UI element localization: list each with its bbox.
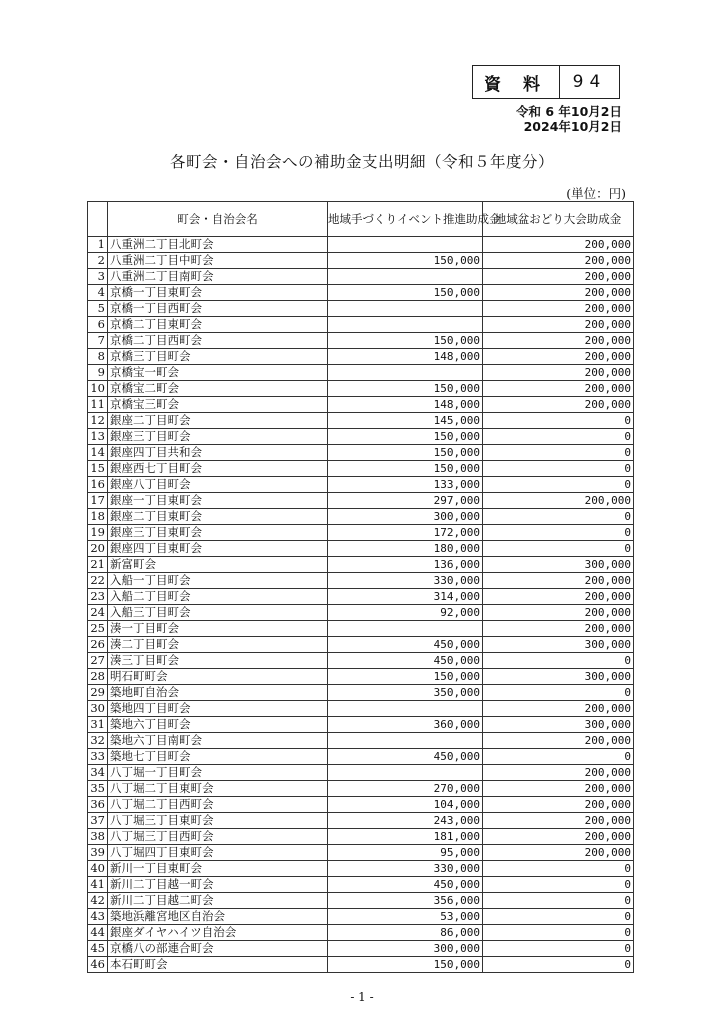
row-number: 31 [88, 717, 108, 733]
row-number: 40 [88, 861, 108, 877]
table-row [88, 669, 634, 685]
association-name: 銀座四丁目東町会 [108, 541, 328, 557]
association-name: 京橋二丁目東町会 [108, 317, 328, 333]
bon-odori-subsidy-amount: 200,000 [483, 797, 634, 813]
row-number: 41 [88, 877, 108, 893]
association-name: 銀座四丁目共和会 [108, 445, 328, 461]
bon-odori-subsidy-amount: 0 [483, 893, 634, 909]
event-subsidy-amount: 360,000 [328, 717, 483, 733]
table-body [88, 237, 634, 973]
row-number: 34 [88, 765, 108, 781]
association-name: 八丁堀二丁目西町会 [108, 797, 328, 813]
table-row [88, 365, 634, 381]
event-subsidy-amount: 300,000 [328, 941, 483, 957]
table-row [88, 477, 634, 493]
event-subsidy-amount: 53,000 [328, 909, 483, 925]
event-subsidy-amount: 314,000 [328, 589, 483, 605]
association-name: 銀座一丁目東町会 [108, 493, 328, 509]
event-subsidy-amount: 86,000 [328, 925, 483, 941]
event-subsidy-amount: 300,000 [328, 509, 483, 525]
document-label: 資 料 [473, 66, 560, 98]
event-subsidy-amount [328, 237, 483, 253]
row-number: 12 [88, 413, 108, 429]
association-name: 八丁堀一丁目町会 [108, 765, 328, 781]
event-subsidy-amount: 172,000 [328, 525, 483, 541]
row-number: 9 [88, 365, 108, 381]
bon-odori-subsidy-amount: 0 [483, 877, 634, 893]
table-row [88, 493, 634, 509]
bon-odori-subsidy-amount: 200,000 [483, 605, 634, 621]
table-row [88, 701, 634, 717]
row-number: 45 [88, 941, 108, 957]
association-name: 銀座八丁目町会 [108, 477, 328, 493]
table-header-row [88, 202, 634, 237]
table-row [88, 349, 634, 365]
bon-odori-subsidy-amount: 200,000 [483, 397, 634, 413]
event-subsidy-amount [328, 733, 483, 749]
table-row [88, 253, 634, 269]
row-number: 20 [88, 541, 108, 557]
event-subsidy-amount: 350,000 [328, 685, 483, 701]
event-subsidy-amount: 297,000 [328, 493, 483, 509]
association-name: 八丁堀三丁目東町会 [108, 813, 328, 829]
table-row [88, 845, 634, 861]
bon-odori-subsidy-amount: 200,000 [483, 813, 634, 829]
event-subsidy-amount: 150,000 [328, 429, 483, 445]
table-row [88, 861, 634, 877]
row-number: 46 [88, 957, 108, 973]
event-subsidy-amount: 450,000 [328, 653, 483, 669]
association-name: 入船三丁目町会 [108, 605, 328, 621]
association-name: 湊三丁目町会 [108, 653, 328, 669]
row-number: 29 [88, 685, 108, 701]
association-name: 銀座三丁目東町会 [108, 525, 328, 541]
table-row [88, 589, 634, 605]
association-name: 銀座三丁目町会 [108, 429, 328, 445]
subsidy-table [87, 201, 634, 973]
row-number: 33 [88, 749, 108, 765]
date-block [516, 104, 622, 134]
association-name: 八丁堀四丁目東町会 [108, 845, 328, 861]
table-row [88, 733, 634, 749]
association-name: 八重洲二丁目南町会 [108, 269, 328, 285]
event-subsidy-amount: 150,000 [328, 333, 483, 349]
table-row [88, 781, 634, 797]
association-name: 本石町町会 [108, 957, 328, 973]
bon-odori-subsidy-amount: 0 [483, 941, 634, 957]
association-name: 京橋三丁目町会 [108, 349, 328, 365]
table-row [88, 749, 634, 765]
event-subsidy-amount: 133,000 [328, 477, 483, 493]
header-number [88, 202, 108, 237]
bon-odori-subsidy-amount: 0 [483, 461, 634, 477]
association-name: 銀座西七丁目町会 [108, 461, 328, 477]
bon-odori-subsidy-amount: 0 [483, 909, 634, 925]
event-subsidy-amount [328, 269, 483, 285]
table-row [88, 957, 634, 973]
bon-odori-subsidy-amount: 200,000 [483, 365, 634, 381]
row-number: 10 [88, 381, 108, 397]
association-name: 築地六丁目南町会 [108, 733, 328, 749]
row-number: 6 [88, 317, 108, 333]
table-row [88, 717, 634, 733]
bon-odori-subsidy-amount: 0 [483, 653, 634, 669]
bon-odori-subsidy-amount: 300,000 [483, 717, 634, 733]
table-row [88, 445, 634, 461]
event-subsidy-amount [328, 317, 483, 333]
table-row [88, 765, 634, 781]
event-subsidy-amount: 150,000 [328, 461, 483, 477]
bon-odori-subsidy-amount: 0 [483, 861, 634, 877]
bon-odori-subsidy-amount: 200,000 [483, 829, 634, 845]
row-number: 32 [88, 733, 108, 749]
event-subsidy-amount: 330,000 [328, 573, 483, 589]
bon-odori-subsidy-amount: 200,000 [483, 701, 634, 717]
table-row [88, 925, 634, 941]
table-row [88, 509, 634, 525]
table-row [88, 237, 634, 253]
table-row [88, 621, 634, 637]
bon-odori-subsidy-amount: 200,000 [483, 301, 634, 317]
association-name: 築地四丁目町会 [108, 701, 328, 717]
date-western: 2024年10月2日 [523, 119, 622, 134]
header-association-name: 町会・自治会名 [108, 202, 328, 237]
row-number: 25 [88, 621, 108, 637]
row-number: 7 [88, 333, 108, 349]
event-subsidy-amount [328, 701, 483, 717]
row-number: 8 [88, 349, 108, 365]
row-number: 36 [88, 797, 108, 813]
table-row [88, 333, 634, 349]
bon-odori-subsidy-amount: 200,000 [483, 733, 634, 749]
table-row [88, 541, 634, 557]
event-subsidy-amount: 270,000 [328, 781, 483, 797]
row-number: 13 [88, 429, 108, 445]
row-number: 22 [88, 573, 108, 589]
bon-odori-subsidy-amount: 200,000 [483, 765, 634, 781]
bon-odori-subsidy-amount: 200,000 [483, 381, 634, 397]
event-subsidy-amount: 150,000 [328, 957, 483, 973]
event-subsidy-amount: 450,000 [328, 877, 483, 893]
event-subsidy-amount: 150,000 [328, 285, 483, 301]
row-number: 15 [88, 461, 108, 477]
bon-odori-subsidy-amount: 0 [483, 413, 634, 429]
association-name: 築地六丁目町会 [108, 717, 328, 733]
table-row [88, 685, 634, 701]
bon-odori-subsidy-amount: 300,000 [483, 669, 634, 685]
event-subsidy-amount: 180,000 [328, 541, 483, 557]
table-row [88, 429, 634, 445]
association-name: 銀座二丁目町会 [108, 413, 328, 429]
row-number: 23 [88, 589, 108, 605]
association-name: 明石町町会 [108, 669, 328, 685]
bon-odori-subsidy-amount: 200,000 [483, 237, 634, 253]
table-row [88, 413, 634, 429]
row-number: 5 [88, 301, 108, 317]
row-number: 24 [88, 605, 108, 621]
association-name: 銀座ダイヤハイツ自治会 [108, 925, 328, 941]
association-name: 八丁堀二丁目東町会 [108, 781, 328, 797]
association-name: 京橋宝二町会 [108, 381, 328, 397]
row-number: 16 [88, 477, 108, 493]
row-number: 11 [88, 397, 108, 413]
association-name: 新川二丁目越一町会 [108, 877, 328, 893]
event-subsidy-amount: 330,000 [328, 861, 483, 877]
event-subsidy-amount: 150,000 [328, 253, 483, 269]
event-subsidy-amount: 136,000 [328, 557, 483, 573]
row-number: 3 [88, 269, 108, 285]
association-name: 京橋一丁目東町会 [108, 285, 328, 301]
bon-odori-subsidy-amount: 0 [483, 429, 634, 445]
bon-odori-subsidy-amount: 0 [483, 525, 634, 541]
row-number: 35 [88, 781, 108, 797]
table-row [88, 397, 634, 413]
page-title: 各町会・自治会への補助金支出明細（令和５年度分） [169, 153, 554, 171]
event-subsidy-amount: 181,000 [328, 829, 483, 845]
event-subsidy-amount: 95,000 [328, 845, 483, 861]
bon-odori-subsidy-amount: 200,000 [483, 253, 634, 269]
association-name: 新川二丁目越二町会 [108, 893, 328, 909]
bon-odori-subsidy-amount: 300,000 [483, 637, 634, 653]
event-subsidy-amount [328, 365, 483, 381]
bon-odori-subsidy-amount: 0 [483, 509, 634, 525]
association-name: 京橋二丁目西町会 [108, 333, 328, 349]
bon-odori-subsidy-amount: 0 [483, 925, 634, 941]
bon-odori-subsidy-amount: 200,000 [483, 269, 634, 285]
table-row [88, 941, 634, 957]
bon-odori-subsidy-amount: 200,000 [483, 317, 634, 333]
bon-odori-subsidy-amount: 200,000 [483, 349, 634, 365]
association-name: 築地町自治会 [108, 685, 328, 701]
row-number: 26 [88, 637, 108, 653]
row-number: 14 [88, 445, 108, 461]
row-number: 37 [88, 813, 108, 829]
bon-odori-subsidy-amount: 200,000 [483, 493, 634, 509]
event-subsidy-amount: 150,000 [328, 381, 483, 397]
event-subsidy-amount [328, 301, 483, 317]
event-subsidy-amount: 150,000 [328, 669, 483, 685]
bon-odori-subsidy-amount: 0 [483, 477, 634, 493]
table-row [88, 269, 634, 285]
table-row [88, 573, 634, 589]
bon-odori-subsidy-amount: 200,000 [483, 845, 634, 861]
row-number: 27 [88, 653, 108, 669]
event-subsidy-amount: 148,000 [328, 397, 483, 413]
document-number-box [472, 65, 620, 99]
event-subsidy-amount: 148,000 [328, 349, 483, 365]
association-name: 八丁堀三丁目西町会 [108, 829, 328, 845]
association-name: 湊二丁目町会 [108, 637, 328, 653]
table-row [88, 813, 634, 829]
row-number: 38 [88, 829, 108, 845]
bon-odori-subsidy-amount: 200,000 [483, 621, 634, 637]
table-row [88, 653, 634, 669]
row-number: 18 [88, 509, 108, 525]
table-row [88, 877, 634, 893]
table-row [88, 301, 634, 317]
table-row [88, 797, 634, 813]
bon-odori-subsidy-amount: 0 [483, 685, 634, 701]
table-row [88, 829, 634, 845]
event-subsidy-amount [328, 765, 483, 781]
table-row [88, 893, 634, 909]
event-subsidy-amount: 450,000 [328, 749, 483, 765]
table-row [88, 317, 634, 333]
association-name: 築地浜離宮地区自治会 [108, 909, 328, 925]
event-subsidy-amount: 150,000 [328, 445, 483, 461]
page-number: - 1 - [350, 990, 374, 1004]
table-row [88, 605, 634, 621]
row-number: 19 [88, 525, 108, 541]
row-number: 30 [88, 701, 108, 717]
table-row [88, 381, 634, 397]
association-name: 入船一丁目町会 [108, 573, 328, 589]
event-subsidy-amount: 450,000 [328, 637, 483, 653]
association-name: 銀座二丁目東町会 [108, 509, 328, 525]
bon-odori-subsidy-amount: 200,000 [483, 285, 634, 301]
table-row [88, 461, 634, 477]
event-subsidy-amount: 356,000 [328, 893, 483, 909]
association-name: 湊一丁目町会 [108, 621, 328, 637]
header-event-subsidy: 地域手づくりイベント推進助成金 [328, 202, 483, 237]
date-reiwa: 令和 6 年10月2日 [516, 104, 622, 119]
association-name: 京橋宝三町会 [108, 397, 328, 413]
event-subsidy-amount: 243,000 [328, 813, 483, 829]
association-name: 八重洲二丁目北町会 [108, 237, 328, 253]
association-name: 八重洲二丁目中町会 [108, 253, 328, 269]
association-name: 京橋八の部連合町会 [108, 941, 328, 957]
bon-odori-subsidy-amount: 0 [483, 749, 634, 765]
association-name: 築地七丁目町会 [108, 749, 328, 765]
association-name: 京橋宝一町会 [108, 365, 328, 381]
association-name: 入船二丁目町会 [108, 589, 328, 605]
association-name: 新富町会 [108, 557, 328, 573]
row-number: 2 [88, 253, 108, 269]
row-number: 17 [88, 493, 108, 509]
row-number: 43 [88, 909, 108, 925]
bon-odori-subsidy-amount: 200,000 [483, 781, 634, 797]
bon-odori-subsidy-amount: 300,000 [483, 557, 634, 573]
event-subsidy-amount [328, 621, 483, 637]
row-number: 21 [88, 557, 108, 573]
table-row [88, 557, 634, 573]
document-number: 94 [572, 72, 607, 92]
bon-odori-subsidy-amount: 200,000 [483, 589, 634, 605]
bon-odori-subsidy-amount: 200,000 [483, 333, 634, 349]
table-row [88, 525, 634, 541]
table-row [88, 909, 634, 925]
row-number: 4 [88, 285, 108, 301]
event-subsidy-amount: 145,000 [328, 413, 483, 429]
row-number: 39 [88, 845, 108, 861]
event-subsidy-amount: 92,000 [328, 605, 483, 621]
bon-odori-subsidy-amount: 0 [483, 445, 634, 461]
association-name: 京橋一丁目西町会 [108, 301, 328, 317]
row-number: 28 [88, 669, 108, 685]
bon-odori-subsidy-amount: 0 [483, 541, 634, 557]
row-number: 1 [88, 237, 108, 253]
table-row [88, 637, 634, 653]
row-number: 44 [88, 925, 108, 941]
bon-odori-subsidy-amount: 200,000 [483, 573, 634, 589]
event-subsidy-amount: 104,000 [328, 797, 483, 813]
bon-odori-subsidy-amount: 0 [483, 957, 634, 973]
header-bon-odori-subsidy: 地域盆おどり大会助成金 [483, 202, 634, 237]
unit-note: (単位：円) [566, 186, 626, 201]
row-number: 42 [88, 893, 108, 909]
table-row [88, 285, 634, 301]
association-name: 新川一丁目東町会 [108, 861, 328, 877]
